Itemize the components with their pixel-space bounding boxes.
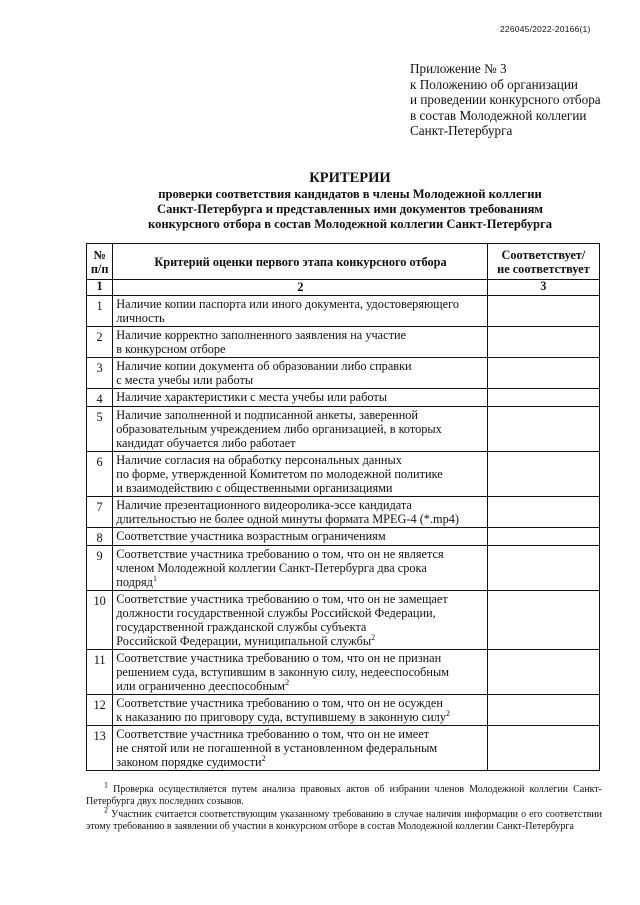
column-numbers-row: [87, 280, 600, 296]
criterion-cell: [113, 650, 488, 695]
row-number: 2: [87, 327, 113, 358]
criterion-cell: [113, 358, 488, 389]
table-row: [87, 650, 600, 695]
criterion-line: [116, 592, 485, 606]
criterion-text: Наличие копии документа об образовании либо справки: [116, 359, 412, 373]
criterion-cell: [113, 695, 488, 726]
criterion-cell: [113, 546, 488, 591]
criterion-text: Соответствие участника требованию о том, что он не является: [116, 547, 444, 561]
criterion-line: [116, 359, 485, 373]
criterion-line: [116, 634, 485, 648]
match-cell: [487, 327, 599, 358]
footnote-ref: 2: [371, 632, 376, 642]
criterion-text: Соответствие участника требованию о том, что он не замещает: [116, 592, 448, 606]
row-number: 3: [87, 358, 113, 389]
criterion-text: или ограниченно дееспособным: [116, 679, 286, 693]
match-cell: [487, 452, 599, 497]
match-cell: [487, 407, 599, 452]
row-number: 7: [87, 497, 113, 528]
title-sub-line: проверки соответствия кандидатов в члены Молодежной коллегии: [158, 187, 542, 201]
header-match: [487, 244, 599, 280]
header-match-line: не соответствует: [497, 261, 590, 276]
column-number: 2: [113, 280, 488, 296]
table-row: [87, 591, 600, 650]
appendix-note: [410, 61, 601, 139]
criterion-text: Российской Федерации, муниципальной службы: [116, 634, 372, 648]
row-number: 5: [87, 407, 113, 452]
criterion-line: [116, 328, 485, 342]
criterion-line: [116, 665, 485, 679]
criterion-text: Соответствие участника требованию о том, что он не осужден: [116, 696, 443, 710]
row-number: 13: [87, 726, 113, 771]
criterion-cell: [113, 296, 488, 327]
header-criterion: Критерий оценки первого этапа конкурсного отбора: [113, 244, 488, 280]
criterion-line: [116, 529, 485, 543]
match-cell: [487, 695, 599, 726]
row-number: 11: [87, 650, 113, 695]
criteria-table-body: [87, 296, 600, 771]
criterion-cell: [113, 452, 488, 497]
table-header-row: [87, 244, 600, 280]
criterion-text: Наличие заполненной и подписанной анкеты, заверенной: [116, 408, 419, 422]
header-match-line: Соответствует/: [501, 247, 586, 262]
column-number: 3: [487, 280, 599, 296]
criterion-text: не снятой или не погашенной в установленном федеральным: [116, 741, 438, 755]
criterion-cell: [113, 497, 488, 528]
criterion-line: [116, 620, 485, 634]
criterion-text: по форме, утвержденной Комитетом по молодежной политике: [116, 467, 443, 481]
criterion-text: Наличие корректно заполненного заявления на участие: [116, 328, 406, 342]
criterion-text: Наличие согласия на обработку персональных данных: [116, 453, 402, 467]
table-row: [87, 296, 600, 327]
criterion-line: [116, 679, 485, 693]
table-row: [87, 497, 600, 528]
criterion-text: кандидат обучается либо работает: [116, 436, 296, 450]
criterion-line: [116, 467, 485, 481]
criterion-cell: [113, 389, 488, 407]
criterion-cell: [113, 528, 488, 546]
criterion-line: [116, 512, 485, 526]
row-number: 10: [87, 591, 113, 650]
table-row: [87, 407, 600, 452]
criterion-line: [116, 297, 485, 311]
footnote-ref: 1: [152, 573, 157, 583]
table-row: [87, 546, 600, 591]
criterion-text: Наличие характеристики с места учебы или работы: [116, 390, 388, 404]
criterion-line: [116, 408, 485, 422]
criterion-line: [116, 373, 485, 387]
criterion-line: [116, 390, 485, 404]
criterion-text: с места учебы или работы: [116, 373, 254, 387]
row-number: 9: [87, 546, 113, 591]
match-cell: [487, 591, 599, 650]
column-number: 1: [87, 280, 113, 296]
title-main: КРИТЕРИИ: [309, 170, 391, 186]
criterion-text: решением суда, вступившим в законную силу, недееспособным: [116, 665, 450, 679]
criterion-text: Наличие презентационного видеоролика-эссе кандидата: [116, 498, 412, 512]
row-number: 4: [87, 389, 113, 407]
criterion-text: Соответствие участника требованию о том, что он не имеет: [116, 727, 430, 741]
appendix-line: и проведении конкурсного отбора: [410, 92, 601, 107]
criterion-text: длительностью не более одной минуты формата MPEG-4 (*.mp4): [116, 512, 459, 526]
footnote-ref: 2: [445, 708, 450, 718]
criterion-line: [116, 547, 485, 561]
criterion-text: личность: [116, 311, 165, 325]
match-cell: [487, 528, 599, 546]
table-row: [87, 528, 600, 546]
criterion-line: [116, 342, 485, 356]
criterion-text: образовательным учреждением либо организацией, в которых: [116, 422, 442, 436]
row-number: 6: [87, 452, 113, 497]
title-sub-line: Санкт-Петербурга и представленных ими документов требованиям: [156, 202, 544, 216]
appendix-line: Санкт-Петербурга: [410, 123, 513, 138]
criterion-line: [116, 561, 485, 575]
criterion-cell: [113, 407, 488, 452]
criterion-text: подряд: [116, 575, 153, 589]
criterion-text: в конкурсном отборе: [116, 342, 226, 356]
table-row: [87, 452, 600, 497]
criterion-line: [116, 453, 485, 467]
appendix-line: Приложение № 3: [410, 61, 507, 76]
footnote-ref: 2: [285, 677, 290, 687]
footnote-text: Проверка осуществляется путем анализа правовых актов об избрании членов Молодежной коллегии Санкт-Петербурга двух последних созывов.: [86, 784, 602, 808]
match-cell: [487, 497, 599, 528]
match-cell: [487, 726, 599, 771]
criterion-text: к наказанию по приговору суда, вступившему в законную силу: [116, 710, 446, 724]
table-row: [87, 389, 600, 407]
criterion-line: [116, 727, 485, 741]
criterion-line: [116, 710, 485, 724]
criteria-table: [86, 243, 600, 771]
header-num-line: п/п: [90, 261, 109, 276]
criterion-line: [116, 422, 485, 436]
criterion-line: [116, 696, 485, 710]
criterion-text: Наличие копии паспорта или иного документа, удостоверяющего: [116, 297, 459, 311]
criterion-cell: [113, 591, 488, 650]
criterion-line: [116, 481, 485, 495]
footnote-text: Участник считается соответствующим указанному требованию в случае наличия информации о его соответствии этому требованию в заявлении об участии в конкурсном отборе в состав Молодежной коллегии Санкт-Петербурга: [86, 808, 603, 833]
criterion-text: и взаимодействию с общественными организациями: [116, 481, 393, 495]
criterion-cell: [113, 726, 488, 771]
footnote-ref: 2: [261, 753, 266, 763]
title-sub-line: конкурсного отбора в состав Молодежной коллегии Санкт-Петербурга: [147, 217, 553, 231]
footnote: [86, 805, 603, 834]
row-number: 1: [87, 296, 113, 327]
footnote-mark: 1: [104, 780, 108, 790]
table-row: [87, 726, 600, 771]
header-num-line: №: [93, 247, 106, 262]
table-row: [87, 695, 600, 726]
criterion-text: должности государственной службы Российской Федерации,: [116, 606, 436, 620]
criterion-line: [116, 436, 485, 450]
document-id: 226045/2022-20166(1): [500, 24, 591, 34]
match-cell: [487, 358, 599, 389]
table-row: [87, 327, 600, 358]
appendix-line: к Положению об организации: [410, 76, 578, 92]
criterion-line: [116, 311, 485, 325]
document-title: [60, 169, 640, 232]
criterion-line: [116, 741, 485, 755]
table-row: [87, 358, 600, 389]
match-cell: [487, 389, 599, 407]
appendix-line: в состав Молодежной коллегии: [410, 107, 587, 123]
row-number: 8: [87, 528, 113, 546]
criterion-line: [116, 498, 485, 512]
footnote: [86, 780, 602, 809]
criterion-line: [116, 606, 485, 620]
footnote-mark: 2: [104, 805, 108, 815]
criterion-text: Соответствие участника возрастным ограничениям: [116, 529, 386, 543]
header-num: [87, 244, 113, 280]
criterion-text: государственной гражданской службы субъекта: [116, 620, 367, 634]
match-cell: [487, 546, 599, 591]
match-cell: [487, 296, 599, 327]
footnotes: [86, 780, 603, 834]
criterion-text: Соответствие участника требованию о том, что он не признан: [116, 651, 442, 665]
criterion-line: [116, 651, 485, 665]
row-number: 12: [87, 695, 113, 726]
criterion-text: членом Молодежной коллегии Санкт-Петербурга два срока: [116, 561, 427, 575]
match-cell: [487, 650, 599, 695]
criterion-text: законом порядке судимости: [116, 755, 262, 769]
criterion-line: [116, 575, 485, 589]
criterion-line: [116, 755, 485, 769]
criterion-cell: [113, 327, 488, 358]
